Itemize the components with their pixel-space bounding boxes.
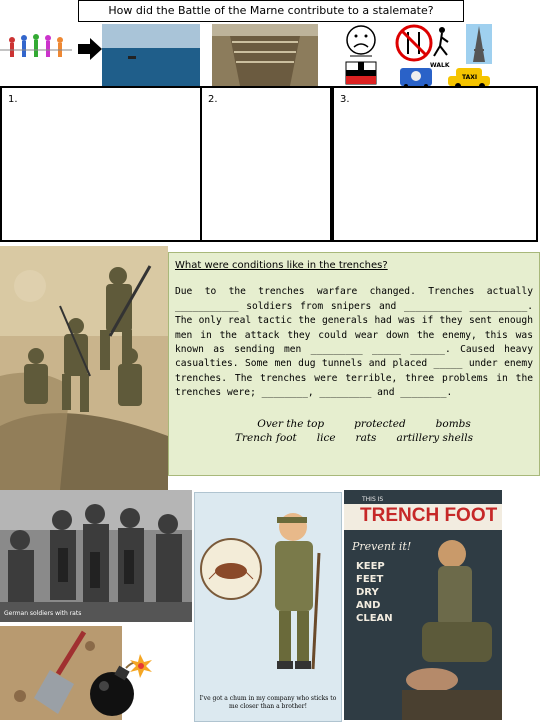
poster-line: CLEAN bbox=[356, 613, 393, 624]
train-icon bbox=[400, 68, 432, 88]
answer-box-3[interactable] bbox=[332, 86, 538, 242]
answer-box-2[interactable] bbox=[200, 86, 332, 242]
sea-ship-photo bbox=[102, 24, 200, 86]
word-bank-item: artillery shells bbox=[396, 431, 473, 444]
poster-line: DRY bbox=[356, 587, 379, 598]
answer-box-label: 1. bbox=[8, 94, 18, 105]
poster-line: FEET bbox=[356, 574, 384, 585]
soldiers-rats-photo bbox=[0, 490, 192, 622]
soldiers-rats-image bbox=[0, 490, 192, 622]
poster-line: AND bbox=[356, 600, 381, 611]
taxi-label: TAXI bbox=[462, 74, 478, 81]
bomb-icon bbox=[84, 652, 156, 720]
cloze-paragraph: Due to the trenches warfare changed. Trenches actually ___________ soldiers from snipers and __________ __________. The only real tactic the generals had was if they sent enough men in the attack they could wear down the enemy, this was known as sending men _________ _____ ______. Caused heavy casualties. Some men dug tunnels and placed _____ under enemy trenches. The trenches were terrible, three problems in the trenches were; ________, _________ and ________. bbox=[175, 286, 533, 399]
cartoon-caption: I've got a chum in my company who sticks to me closer than a brother! bbox=[199, 695, 337, 710]
trench-photo bbox=[212, 24, 318, 86]
poster-soldier-image bbox=[392, 530, 502, 720]
word-bank bbox=[175, 417, 533, 445]
word-bank-item: Over the top bbox=[257, 417, 325, 430]
poster-this-is: THIS IS bbox=[362, 496, 384, 503]
word-bank-item: Trench foot bbox=[235, 431, 297, 444]
word-bank-item: bombs bbox=[435, 417, 471, 430]
photo-caption: German soldiers with rats bbox=[4, 610, 82, 617]
word-bank-item: lice bbox=[316, 431, 336, 444]
trench-foot-poster bbox=[344, 490, 502, 720]
answer-box-1[interactable] bbox=[0, 86, 202, 242]
word-bank-item: protected bbox=[354, 417, 406, 430]
lice-cartoon-image bbox=[195, 493, 341, 693]
over-the-top-painting bbox=[0, 246, 168, 490]
eiffel-tower-icon bbox=[466, 24, 492, 64]
icon-row bbox=[0, 22, 540, 88]
walk-sign-label: WALK bbox=[430, 62, 450, 69]
word-bank-item: rats bbox=[355, 431, 377, 444]
answer-box-label: 3. bbox=[340, 94, 350, 105]
answer-box-label: 2. bbox=[208, 94, 218, 105]
arrow-right-icon bbox=[78, 38, 102, 60]
poster-prevent: Prevent it! bbox=[352, 540, 412, 553]
walking-person-icon bbox=[434, 27, 448, 56]
poster-instructions bbox=[356, 560, 393, 625]
runners-icon bbox=[0, 34, 72, 57]
poster-line: KEEP bbox=[356, 561, 385, 572]
poster-title: TRENCH FOOT bbox=[360, 505, 498, 526]
trenches-question-panel bbox=[168, 252, 540, 476]
lice-cartoon-postcard bbox=[194, 492, 342, 722]
trenches-question: What were conditions like in the trenches? bbox=[175, 260, 388, 271]
page-title: How did the Battle of the Marne contribute to a stalemate? bbox=[78, 0, 464, 22]
sad-face-icon bbox=[347, 26, 375, 56]
flag-icon bbox=[346, 62, 376, 84]
no-food-icon bbox=[397, 26, 431, 60]
